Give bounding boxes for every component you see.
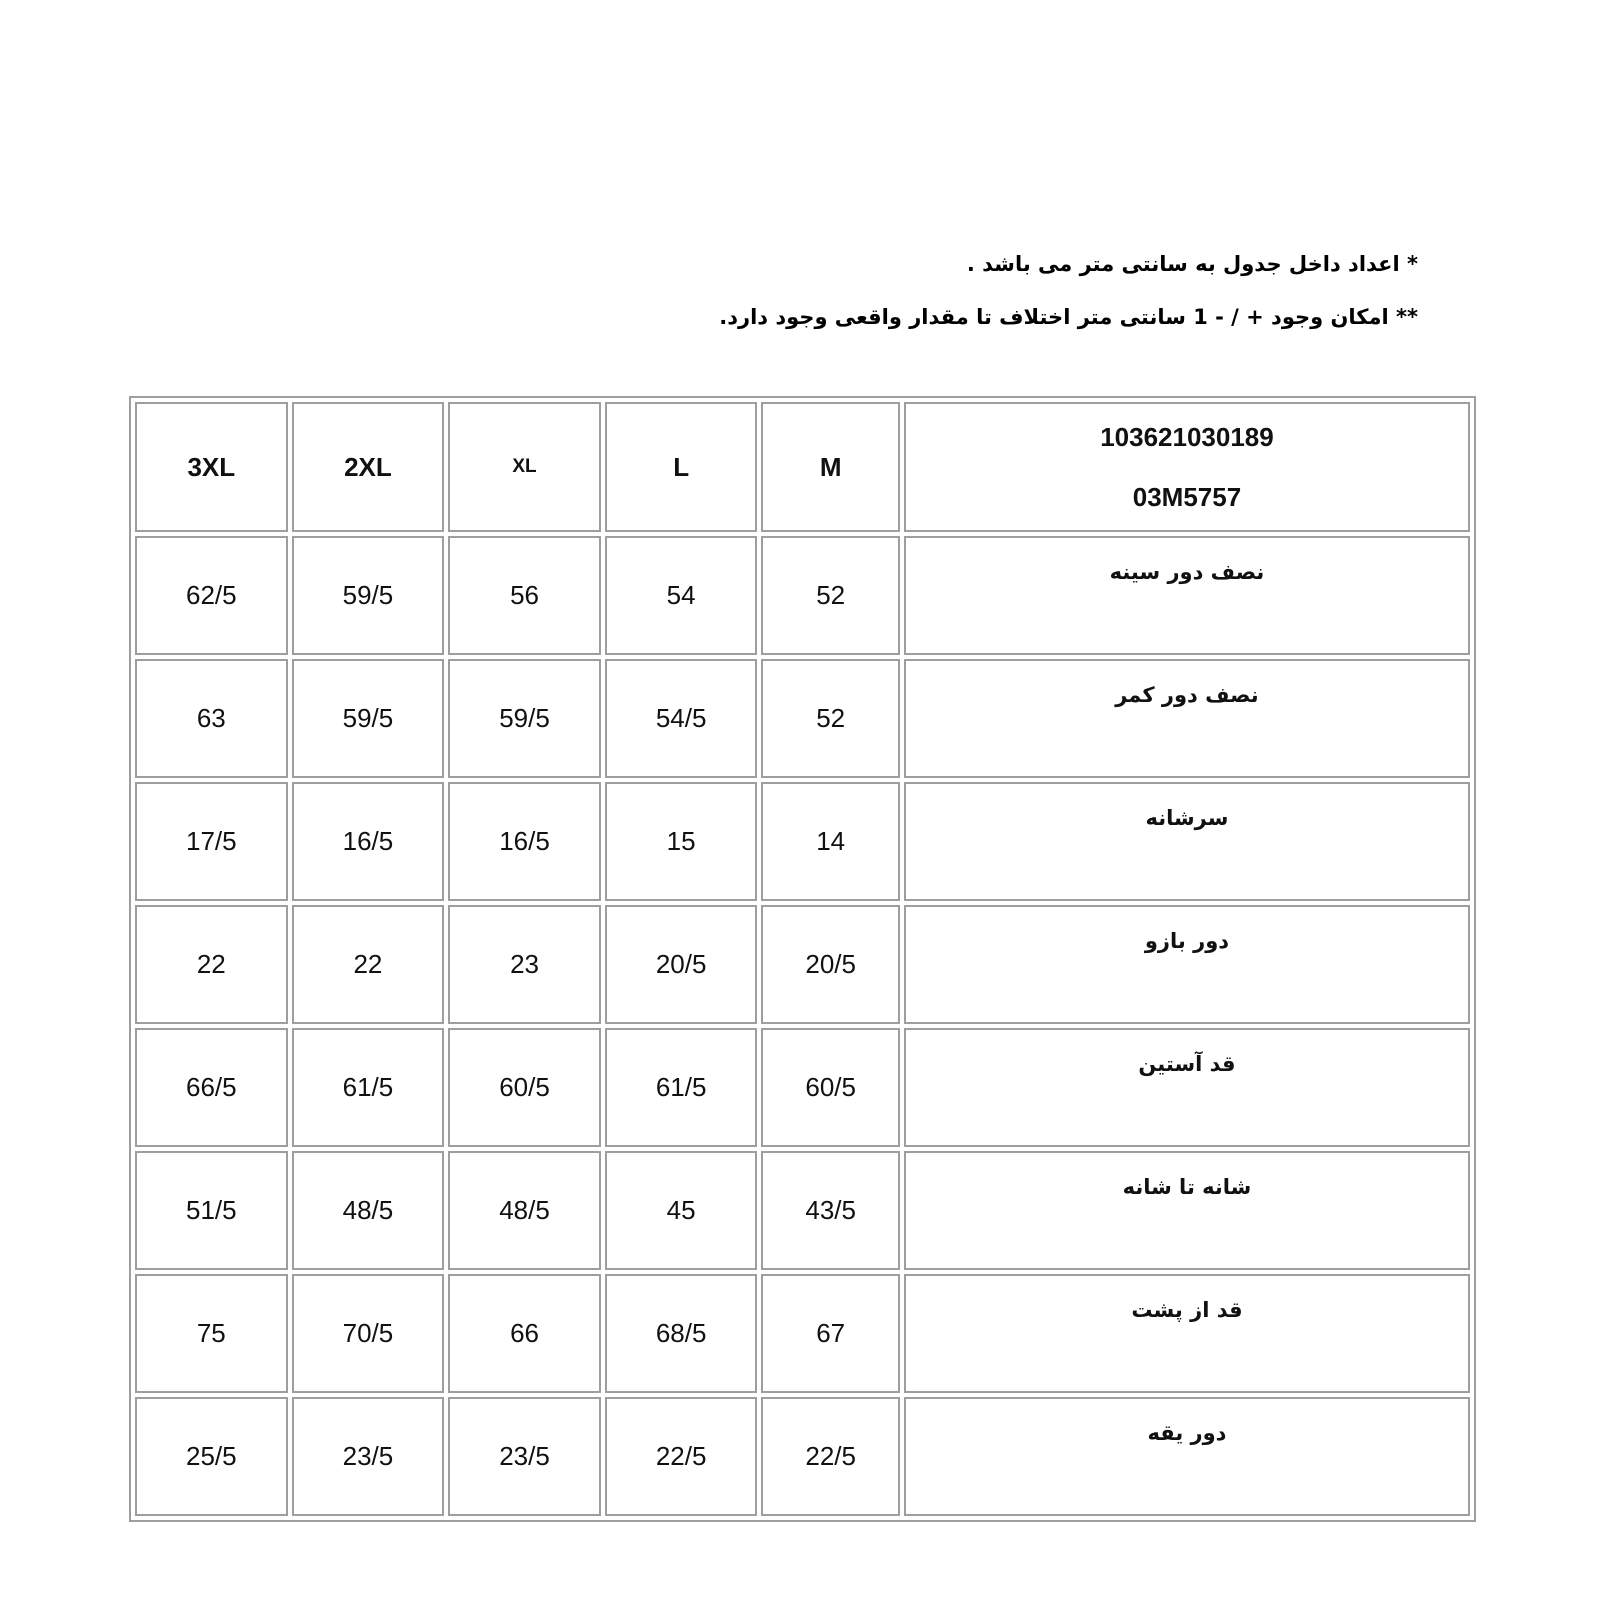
value-cell: 20/5 (605, 905, 758, 1024)
table-row (135, 1397, 1470, 1516)
table-row (135, 536, 1470, 655)
value-cell: 25/5 (135, 1397, 288, 1516)
value-cell: 67 (761, 1274, 899, 1393)
value-cell: 15 (605, 782, 758, 901)
size-header-2xl: 2XL (292, 402, 445, 532)
value-cell: 54/5 (605, 659, 758, 778)
note-tolerance: ** امکان وجود + / - 1 سانتی متر اختلاف تا مقدار واقعی وجود دارد. (719, 305, 1418, 329)
value-cell: 66/5 (135, 1028, 288, 1147)
value-cell: 59/5 (448, 659, 601, 778)
table-row (135, 1028, 1470, 1147)
value-cell: 63 (135, 659, 288, 778)
value-cell: 68/5 (605, 1274, 758, 1393)
table-row (135, 905, 1470, 1024)
value-cell: 22/5 (605, 1397, 758, 1516)
row-label: نصف دور سینه (904, 536, 1470, 655)
value-cell: 23 (448, 905, 601, 1024)
value-cell: 22 (135, 905, 288, 1024)
value-cell: 48/5 (292, 1151, 445, 1270)
row-label: قد از پشت (904, 1274, 1470, 1393)
row-label: دور یقه (904, 1397, 1470, 1516)
value-cell: 75 (135, 1274, 288, 1393)
row-label: سرشانه (904, 782, 1470, 901)
value-cell: 43/5 (761, 1151, 899, 1270)
value-cell: 66 (448, 1274, 601, 1393)
model-code: 03M5757 (1132, 482, 1242, 512)
size-header-m: M (761, 402, 899, 532)
value-cell: 23/5 (448, 1397, 601, 1516)
value-cell: 52 (761, 659, 899, 778)
value-cell: 17/5 (135, 782, 288, 901)
value-cell: 52 (761, 536, 899, 655)
value-cell: 70/5 (292, 1274, 445, 1393)
row-label: قد آستین (904, 1028, 1470, 1147)
table-row (135, 659, 1470, 778)
product-code: 103621030189 (1100, 422, 1274, 452)
value-cell: 16/5 (292, 782, 445, 901)
table-row (135, 1151, 1470, 1270)
row-label: شانه تا شانه (904, 1151, 1470, 1270)
value-cell: 22 (292, 905, 445, 1024)
value-cell: 22/5 (761, 1397, 899, 1516)
value-cell: 23/5 (292, 1397, 445, 1516)
value-cell: 61/5 (605, 1028, 758, 1147)
value-cell: 20/5 (761, 905, 899, 1024)
value-cell: 59/5 (292, 536, 445, 655)
value-cell: 60/5 (761, 1028, 899, 1147)
value-cell: 48/5 (448, 1151, 601, 1270)
size-header-xl: XL (448, 402, 601, 532)
value-cell: 51/5 (135, 1151, 288, 1270)
value-cell: 56 (448, 536, 601, 655)
value-cell: 16/5 (448, 782, 601, 901)
value-cell: 59/5 (292, 659, 445, 778)
table-row (135, 1274, 1470, 1393)
size-header-3xl: 3XL (135, 402, 288, 532)
row-label: دور بازو (904, 905, 1470, 1024)
value-cell: 60/5 (448, 1028, 601, 1147)
row-label: نصف دور کمر (904, 659, 1470, 778)
note-units: * اعداد داخل جدول به سانتی متر می باشد . (966, 252, 1418, 276)
value-cell: 61/5 (292, 1028, 445, 1147)
value-cell: 45 (605, 1151, 758, 1270)
size-header-l: L (605, 402, 758, 532)
value-cell: 54 (605, 536, 758, 655)
value-cell: 14 (761, 782, 899, 901)
table-row (135, 782, 1470, 901)
product-code-cell (904, 402, 1470, 532)
size-chart-table (129, 396, 1476, 1522)
table-header-row (135, 402, 1470, 532)
value-cell: 62/5 (135, 536, 288, 655)
